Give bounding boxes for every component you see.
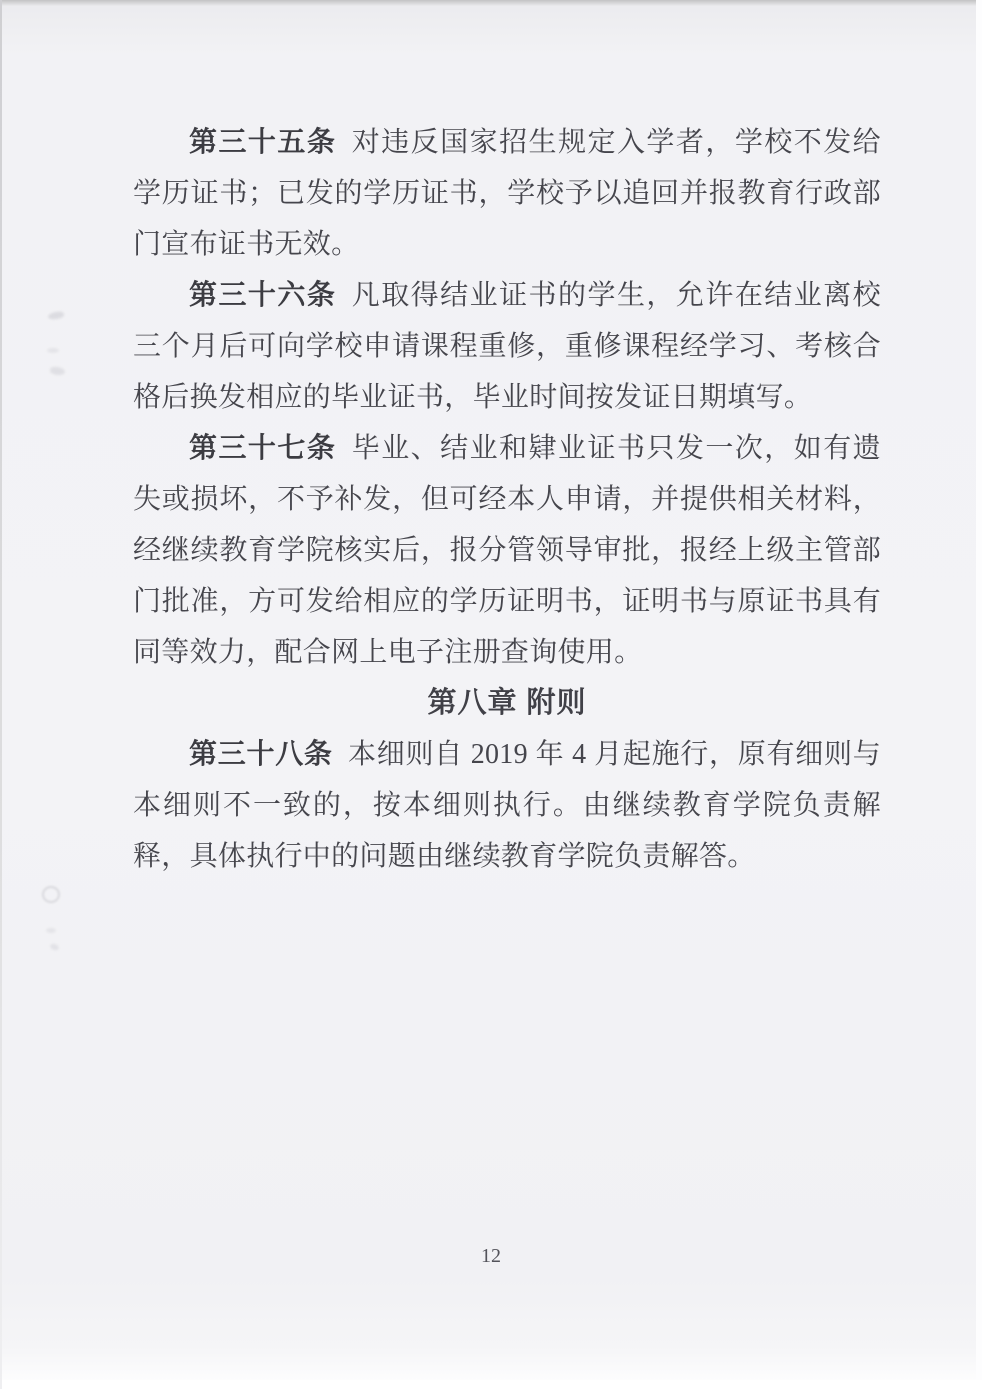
article-38-paragraph [133,729,881,882]
binding-mark [47,348,59,353]
article-38-text: 本细则自 2019 年 4 月起施行，原有细则与本细则不一致的，按本细则执行。由继续教育学院负责解释，具体执行中的问题由继续教育学院负责解答。 [133,739,881,872]
binding-mark [50,366,66,376]
scan-edge-right [976,0,982,1389]
chapter-heading: 第八章 附则 [427,687,587,719]
binding-mark [48,311,65,320]
binding-mark [49,943,60,952]
article-37-text: 毕业、结业和肄业证书只发一次，如有遗失或损坏，不予补发，但可经本人申请，并提供相关材料，经继续教育学院核实后，报分管领导审批，报经上级主管部门批准，方可发给相应的学历证明书，证明书与原证书具有同等效力，配合网上电子注册查询使用。 [133,433,881,668]
scan-edge-left [0,0,2,1389]
document-body [133,117,881,882]
page-number: 12 [481,1245,501,1267]
article-37-number: 第三十七条 [189,433,337,464]
article-38-number: 第三十八条 [189,739,333,770]
article-36-paragraph [133,270,881,423]
binding-mark [46,928,56,933]
scan-edge-bottom [0,1380,982,1389]
article-35-paragraph [133,117,881,270]
article-36-number: 第三十六条 [189,280,337,311]
binding-hole-mark [42,886,60,903]
article-36-text: 凡取得结业证书的学生，允许在结业离校三个月后可向学校申请课程重修，重修课程经学习、考核合格后换发相应的毕业证书，毕业时间按发证日期填写。 [133,280,881,413]
article-37-paragraph [133,423,881,678]
scan-edge-top [0,0,976,6]
article-35-text: 对违反国家招生规定入学者，学校不发给学历证书；已发的学历证书，学校予以追回并报教育行政部门宣布证书无效。 [133,127,881,260]
article-35-number: 第三十五条 [189,127,337,158]
